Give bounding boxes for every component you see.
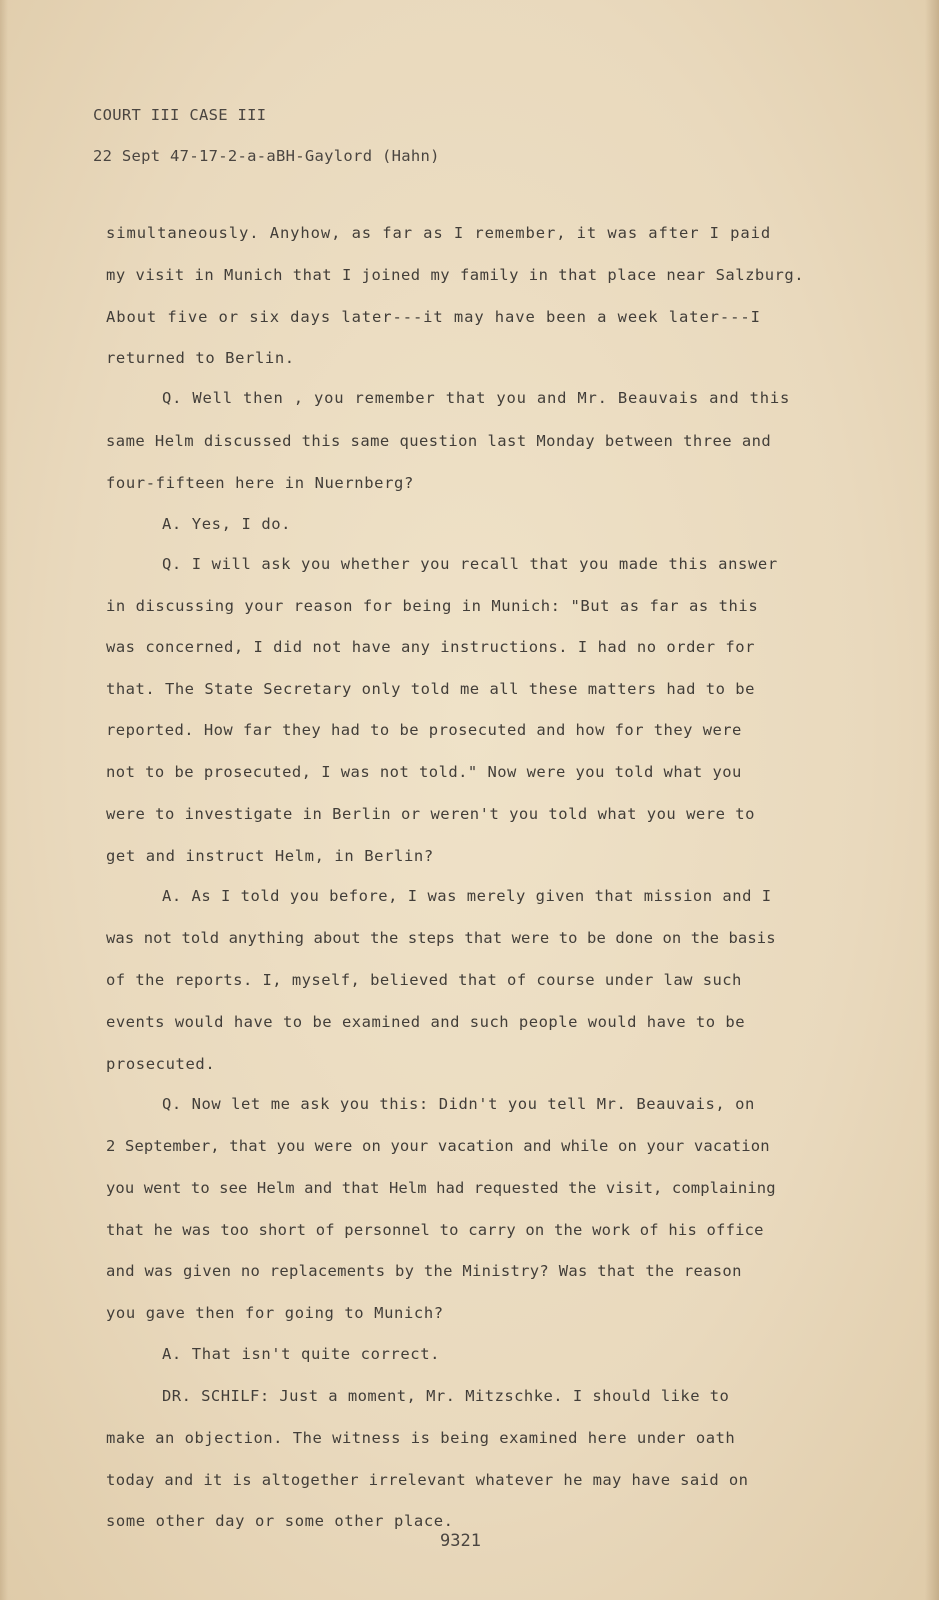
transcript-line: A. As I told you before, I was merely given that mission and I — [162, 887, 772, 905]
transcript-line: 2 September, that you were on your vacation and while on your vacation — [106, 1137, 770, 1155]
transcript-line: today and it is altogether irrelevant whatever he may have said on — [106, 1471, 749, 1489]
transcript-line: some other day or some other place. — [106, 1512, 454, 1530]
transcript-line: and was given no replacements by the Ministry? Was that the reason — [106, 1262, 742, 1280]
transcript-line: events would have to be examined and such people would have to be — [106, 1013, 746, 1031]
transcript-line: were to investigate in Berlin or weren't you told what you were to — [106, 805, 755, 823]
court-case-header: COURT III CASE III — [93, 106, 267, 124]
transcript-line: of the reports. I, myself, believed that of course under law such — [106, 971, 742, 989]
session-line: 22 Sept 47-17-2-a-aBH-Gaylord (Hahn) — [93, 147, 440, 165]
transcript-line: four-fifteen here in Nuernberg? — [106, 474, 414, 492]
transcript-line: my visit in Munich that I joined my family in that place near Salzburg. — [106, 266, 805, 284]
transcript-line: prosecuted. — [106, 1055, 216, 1073]
paper-edge-right — [925, 0, 939, 1600]
transcript-line: reported. How far they had to be prosecuted and how for they were — [106, 721, 742, 739]
transcript-line: was concerned, I did not have any instructions. I had no order for — [106, 638, 755, 656]
transcript-line: A. That isn't quite correct. — [162, 1345, 441, 1363]
transcript-line: was not told anything about the steps that were to be done on the basis — [106, 929, 776, 947]
transcript-line: About five or six days later---it may have been a week later---I — [106, 308, 761, 326]
transcript-line: you went to see Helm and that Helm had requested the visit, complaining — [106, 1179, 776, 1197]
transcript-line: get and instruct Helm, in Berlin? — [106, 847, 434, 865]
transcript-line: Q. Well then , you remember that you and Mr. Beauvais and this — [162, 389, 791, 407]
transcript-line: that. The State Secretary only told me all these matters had to be — [106, 680, 755, 698]
transcript-line: same Helm discussed this same question last Monday between three and — [106, 432, 772, 450]
transcript-line: in discussing your reason for being in Munich: "But as far as this — [106, 597, 759, 615]
transcript-line: A. Yes, I do. — [162, 515, 292, 533]
page-number: 9321 — [440, 1531, 481, 1551]
transcript-line: returned to Berlin. — [106, 349, 295, 367]
paper-edge-left — [0, 0, 8, 1600]
transcript-line: make an objection. The witness is being examined here under oath — [106, 1429, 736, 1447]
transcript-line: Q. I will ask you whether you recall that you made this answer — [162, 555, 778, 573]
transcript-line: Q. Now let me ask you this: Didn't you tell Mr. Beauvais, on — [162, 1095, 755, 1113]
transcript-line: simultaneously. Anyhow, as far as I remember, it was after I paid — [106, 224, 772, 242]
transcript-line: not to be prosecuted, I was not told." Now were you told what you — [106, 763, 742, 781]
transcript-line: that he was too short of personnel to carry on the work of his office — [106, 1221, 764, 1239]
transcript-line: DR. SCHILF: Just a moment, Mr. Mitzschke. I should like to — [162, 1387, 730, 1405]
transcript-line: you gave then for going to Munich? — [106, 1304, 444, 1322]
